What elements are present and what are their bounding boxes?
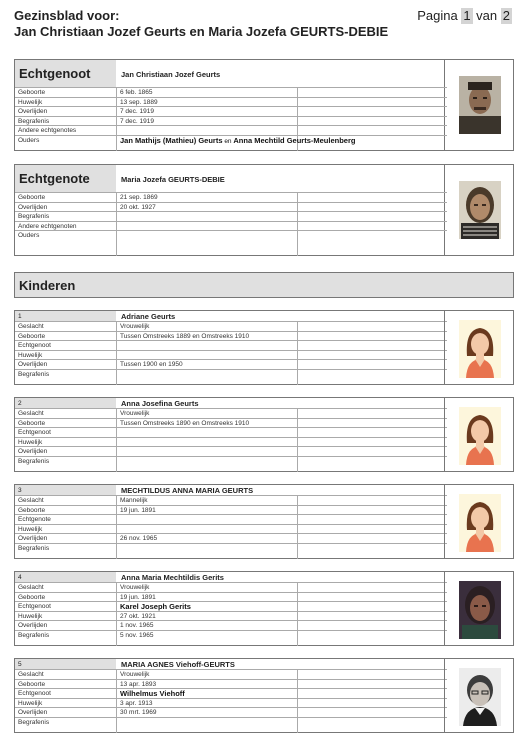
row-label: Echtgenoot	[18, 603, 51, 611]
row-label: Echtgenote	[18, 516, 51, 524]
row-label: Begrafenis	[18, 719, 50, 726]
row-label: Overlijden	[18, 622, 48, 630]
column-divider	[297, 582, 298, 646]
child-name: MECHTILDUS ANNA MARIA GEURTS	[121, 486, 254, 495]
wife-name: Maria Jozefa GEURTS-DEBIE	[121, 175, 225, 184]
pager-current: 1	[463, 8, 471, 23]
row-label: Overlijden	[18, 709, 48, 717]
row-value: 13 apr. 1893	[120, 680, 157, 688]
title-line-2: Jan Christiaan Jozef Geurts en Maria Jozefa GEURTS-DEBIE	[14, 24, 389, 39]
row-value: 3 apr. 1913	[120, 699, 153, 707]
pager-total: 2	[502, 8, 510, 23]
row-label: Geslacht	[18, 584, 44, 591]
child-number: 5	[15, 659, 116, 670]
parents-row	[15, 135, 447, 150]
row-value: 30 mrt. 1969	[120, 709, 157, 717]
row-value: Vrouwelijk	[120, 671, 150, 678]
row-value: Karel Joseph Gerits	[120, 602, 191, 612]
info-row	[15, 543, 447, 554]
row-value: Vrouwelijk	[120, 410, 150, 417]
row-label: Overlijden	[18, 361, 48, 369]
row-value: Vrouwelijk	[120, 584, 150, 591]
row-value: 7 dec. 1919	[120, 108, 154, 116]
parents-father: Jan Mathijs (Mathieu) Geurts	[120, 136, 223, 145]
husband-photo-box	[444, 60, 513, 150]
child-block	[14, 397, 514, 472]
child-name: Anna Maria Mechtildis Gerits	[121, 573, 224, 582]
child-name: MARIA AGNES Viehoff-GEURTS	[121, 660, 235, 669]
info-row	[15, 717, 447, 728]
info-row	[15, 630, 447, 641]
child-number: 1	[15, 311, 116, 322]
column-divider	[116, 321, 117, 385]
row-label: Huwelijk	[18, 612, 43, 620]
row-label: Geboorte	[18, 419, 46, 427]
row-value: 5 nov. 1965	[120, 632, 154, 639]
column-divider	[297, 408, 298, 472]
row-label: Huwelijk	[18, 525, 43, 533]
column-divider	[297, 669, 298, 733]
row-label: Geboorte	[18, 332, 46, 340]
wife-photo-box	[444, 165, 513, 255]
row-label: Echtgenoot	[18, 690, 51, 698]
child-block	[14, 310, 514, 385]
row-value: 19 jun. 1891	[120, 593, 156, 601]
page-title	[14, 8, 388, 40]
wife-heading: Echtgenote	[15, 165, 116, 193]
row-label: Geslacht	[18, 323, 44, 330]
row-value: Tussen Omstreeks 1889 en Omstreeks 1910	[120, 332, 250, 340]
row-value: 21 sep. 1869	[120, 194, 158, 201]
row-value: Tussen 1900 en 1950	[120, 361, 183, 369]
row-value: Vrouwelijk	[120, 323, 150, 330]
column-divider	[116, 669, 117, 733]
row-label: Overlijden	[18, 448, 48, 456]
row-label: Echtgenoot	[18, 429, 51, 437]
child-photo-box	[444, 659, 513, 732]
row-label: Geboorte	[18, 593, 46, 601]
row-label: Ouders	[18, 232, 40, 240]
row-label: Geslacht	[18, 410, 44, 417]
children-heading: Kinderen	[14, 272, 514, 298]
child-block	[14, 571, 514, 646]
row-label: Begrafenis	[18, 545, 50, 552]
parents-value	[120, 136, 355, 146]
row-value: 6 feb. 1865	[120, 89, 153, 96]
row-label: Overlijden	[18, 203, 48, 211]
row-label: Begrafenis	[18, 213, 50, 221]
row-value: 27 okt. 1921	[120, 612, 156, 620]
parents-mother: Anna Mechtild Geurts-Meulenberg	[233, 136, 356, 145]
child-name: Anna Josefina Geurts	[121, 399, 199, 408]
husband-name: Jan Christiaan Jozef Geurts	[121, 70, 221, 79]
column-divider	[116, 408, 117, 472]
child-photo	[459, 668, 501, 726]
row-label: Huwelijk	[18, 351, 43, 359]
info-row	[15, 230, 447, 241]
title-line-1: Gezinsblad voor:	[14, 8, 120, 23]
row-label: Andere echtgenotes	[18, 127, 77, 135]
row-label: Huwelijk	[18, 438, 43, 446]
female-avatar-icon	[459, 407, 501, 465]
row-label: Huwelijk	[18, 98, 43, 106]
row-value: 19 jun. 1891	[120, 506, 156, 514]
husband-block	[14, 59, 514, 151]
child-photo-box	[444, 311, 513, 384]
row-value: Wilhelmus Viehoff	[120, 689, 185, 699]
column-divider	[116, 192, 117, 256]
info-row	[15, 456, 447, 467]
column-divider	[116, 495, 117, 559]
row-label: Geboorte	[18, 506, 46, 514]
female-avatar-icon	[459, 494, 501, 552]
wife-block	[14, 164, 514, 256]
row-label: Geboorte	[18, 680, 46, 688]
column-divider	[297, 192, 298, 256]
child-name: Adriane Geurts	[121, 312, 176, 321]
row-label: Begrafenis	[18, 632, 50, 639]
row-label: Begrafenis	[18, 371, 50, 378]
row-label: Overlijden	[18, 535, 48, 543]
row-value: 7 dec. 1919	[120, 117, 154, 125]
child-photo-box	[444, 572, 513, 645]
child-block	[14, 658, 514, 733]
husband-photo	[459, 76, 501, 134]
row-value: Mannelijk	[120, 497, 148, 504]
child-photo	[459, 581, 501, 639]
page-indicator	[417, 8, 512, 24]
child-number: 3	[15, 485, 116, 496]
row-value: 1 nov. 1965	[120, 622, 154, 630]
child-block	[14, 484, 514, 559]
child-number: 2	[15, 398, 116, 409]
pager-prefix: Pagina	[417, 8, 458, 23]
column-divider	[297, 495, 298, 559]
row-label: Begrafenis	[18, 117, 50, 125]
row-value: Tussen Omstreeks 1890 en Omstreeks 1910	[120, 419, 250, 427]
row-value: 20 okt. 1927	[120, 203, 156, 211]
row-value: 26 nov. 1965	[120, 535, 158, 543]
parents-label: Ouders	[18, 137, 40, 144]
column-divider	[297, 321, 298, 385]
wife-photo	[459, 181, 501, 239]
row-label: Geboorte	[18, 194, 46, 201]
info-row	[15, 369, 447, 380]
child-number: 4	[15, 572, 116, 583]
row-label: Geslacht	[18, 497, 44, 504]
husband-heading: Echtgenoot	[15, 60, 116, 88]
row-label: Begrafenis	[18, 458, 50, 465]
row-label: Andere echtgenoten	[18, 222, 77, 230]
pager-mid: van	[476, 8, 498, 23]
row-label: Overlijden	[18, 108, 48, 116]
row-value: 13 sep. 1889	[120, 98, 158, 106]
row-label: Echtgenoot	[18, 342, 51, 350]
parents-conjunction: en	[222, 138, 234, 145]
row-label: Huwelijk	[18, 699, 43, 707]
child-photo-box	[444, 398, 513, 471]
child-photo-box	[444, 485, 513, 558]
row-label: Geboorte	[18, 89, 46, 96]
column-divider	[116, 582, 117, 646]
female-avatar-icon	[459, 320, 501, 378]
row-label: Geslacht	[18, 671, 44, 678]
